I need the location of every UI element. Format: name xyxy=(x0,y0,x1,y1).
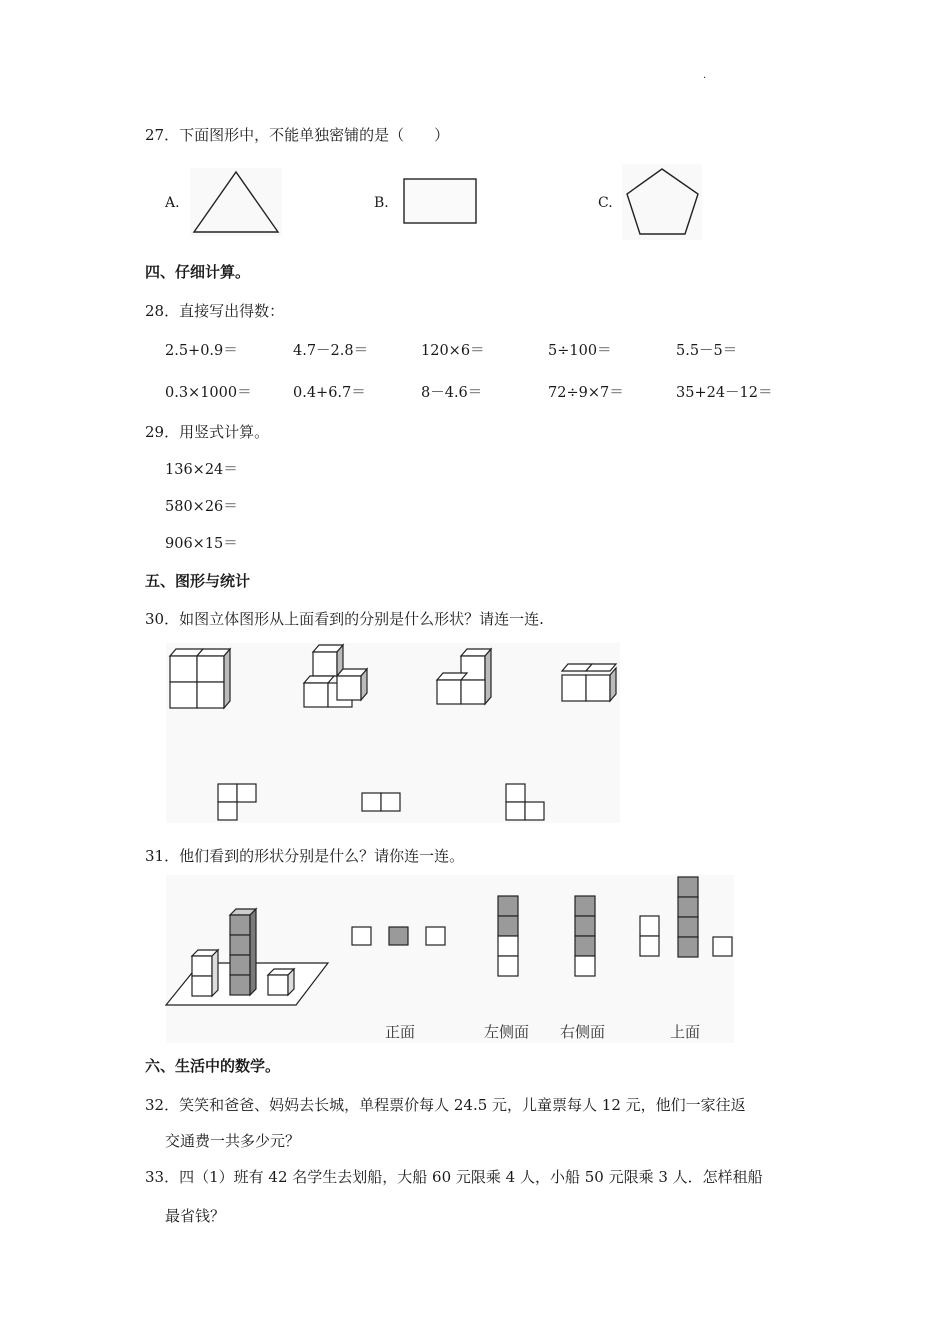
q30-figure xyxy=(166,643,620,823)
q28-item: 0.4+6.7＝ xyxy=(293,385,366,401)
q29-text: 29．用竖式计算。 xyxy=(145,423,270,441)
q28-item: 35+24－12＝ xyxy=(676,385,773,401)
pentagon-shape xyxy=(622,164,702,240)
q27-option-c-label: C. xyxy=(598,195,613,211)
q27-option-a-label: A. xyxy=(165,195,180,211)
q31-text: 31．他们看到的形状分别是什么？请你连一连。 xyxy=(145,847,465,865)
q32-line1: 32．笑笑和爸爸、妈妈去长城，单程票价每人 24.5 元，儿童票每人 12 元，他们一家往返 xyxy=(145,1096,746,1114)
q28-item: 8－4.6＝ xyxy=(421,385,483,401)
q32-line2: 交通费一共多少元？ xyxy=(165,1132,301,1150)
q29-item: 906×15＝ xyxy=(165,536,238,552)
q29-item: 580×26＝ xyxy=(165,499,238,515)
view-label-right: 右侧面 xyxy=(560,1023,606,1041)
q28-item: 120×6＝ xyxy=(421,343,485,359)
view-label-top: 上面 xyxy=(670,1023,701,1041)
section-4-title: 四、仔细计算。 xyxy=(145,263,251,281)
q33-line2: 最省钱？ xyxy=(165,1207,226,1225)
q30-text: 30．如图立体图形从上面看到的分别是什么形状？请连一连. xyxy=(145,610,544,628)
q31-figure xyxy=(166,875,734,1043)
triangle-shape xyxy=(190,168,282,236)
q28-item: 5÷100＝ xyxy=(548,343,612,359)
q29-item: 136×24＝ xyxy=(165,462,238,478)
q28-text: 28．直接写出得数： xyxy=(145,302,285,320)
q27-text: 27．下面图形中，不能单独密铺的是（ ） xyxy=(145,126,450,144)
q28-item: 2.5+0.9＝ xyxy=(165,343,238,359)
q28-item: 72÷9×7＝ xyxy=(548,385,624,401)
section-5-title: 五、图形与统计 xyxy=(145,572,251,590)
q28-item: 0.3×1000＝ xyxy=(165,385,252,401)
rectangle-shape xyxy=(403,178,478,226)
q28-item: 4.7－2.8＝ xyxy=(293,343,369,359)
view-label-front: 正面 xyxy=(385,1023,416,1041)
header-dot: . xyxy=(703,70,707,81)
q28-item: 5.5－5＝ xyxy=(676,343,738,359)
q27-option-b-label: B. xyxy=(374,195,389,211)
section-6-title: 六、生活中的数学。 xyxy=(145,1057,281,1075)
q33-line1: 33．四（1）班有 42 名学生去划船，大船 60 元限乘 4 人，小船 50 元限乘 3 人．怎样租船 xyxy=(145,1168,763,1186)
view-label-left: 左侧面 xyxy=(484,1023,530,1041)
